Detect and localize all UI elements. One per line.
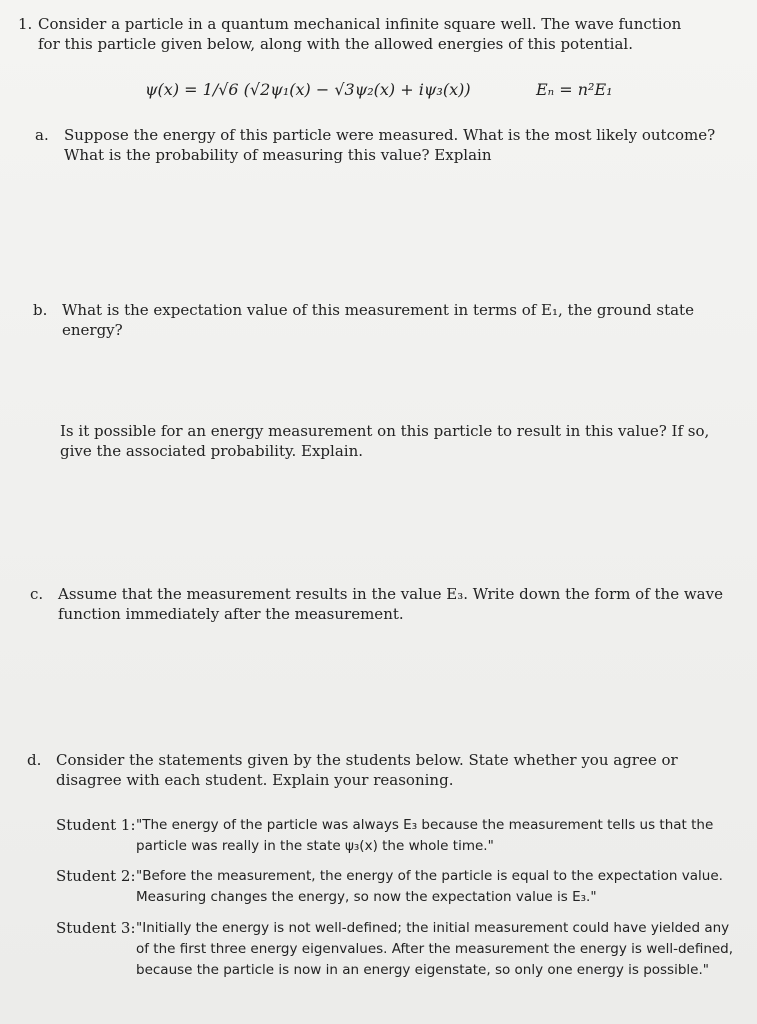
student-1-quote: "The energy of the particle was always E₃ because the measurement tells us that the particle was really in the state ψ₃(x) the whole time." — [136, 817, 714, 854]
student-2-quote: "Before the measurement, the energy of the particle is equal to the expectation value. Measuring changes the energy, so now the expectation value is E₃." — [136, 868, 723, 905]
part-c-text: Assume that the measurement results in the value E₃. Write down the form of the wave function immediately after the measurement. — [58, 585, 723, 623]
problem-intro: Consider a particle in a quantum mechanical infinite square well. The wave function for this particle given below, along with the allowed energies of this potential. — [38, 15, 682, 53]
student-1-name: Student 1: — [56, 816, 136, 834]
student-3-name: Student 3: — [56, 919, 136, 937]
part-b-followup: Is it possible for an energy measurement on this particle to result in this value? If so, give the associated probability. Explain. — [60, 422, 710, 460]
problem-number: 1. — [18, 15, 33, 33]
wavefunction-equation: ψ(x) = 1/√6 (√2ψ₁(x) − √3ψ₂(x) + iψ₃(x)) — [145, 80, 471, 99]
part-d-label: d. — [27, 751, 42, 769]
part-b-label: b. — [33, 301, 48, 319]
part-c-label: c. — [30, 585, 44, 603]
energy-equation: Eₙ = n²E₁ — [536, 80, 613, 99]
part-d-text: Consider the statements given by the students below. State whether you agree or disagree with each student. Explain your reasoning. — [56, 751, 678, 789]
student-2-name: Student 2: — [56, 867, 136, 885]
student-3-quote: "Initially the energy is not well-defined; the initial measurement could have yielded any of the first three energy eigenvalues. After the measurement the energy is well-defined, because the particle is now in an energy eigenstate, so only one energy is possible." — [136, 920, 734, 978]
part-a-label: a. — [35, 126, 49, 144]
part-b-text: What is the expectation value of this measurement in terms of E₁, the ground state energy? — [62, 301, 694, 339]
part-a-text: Suppose the energy of this particle were measured. What is the most likely outcome? What is the probability of measuring this value? Explain — [64, 126, 716, 164]
